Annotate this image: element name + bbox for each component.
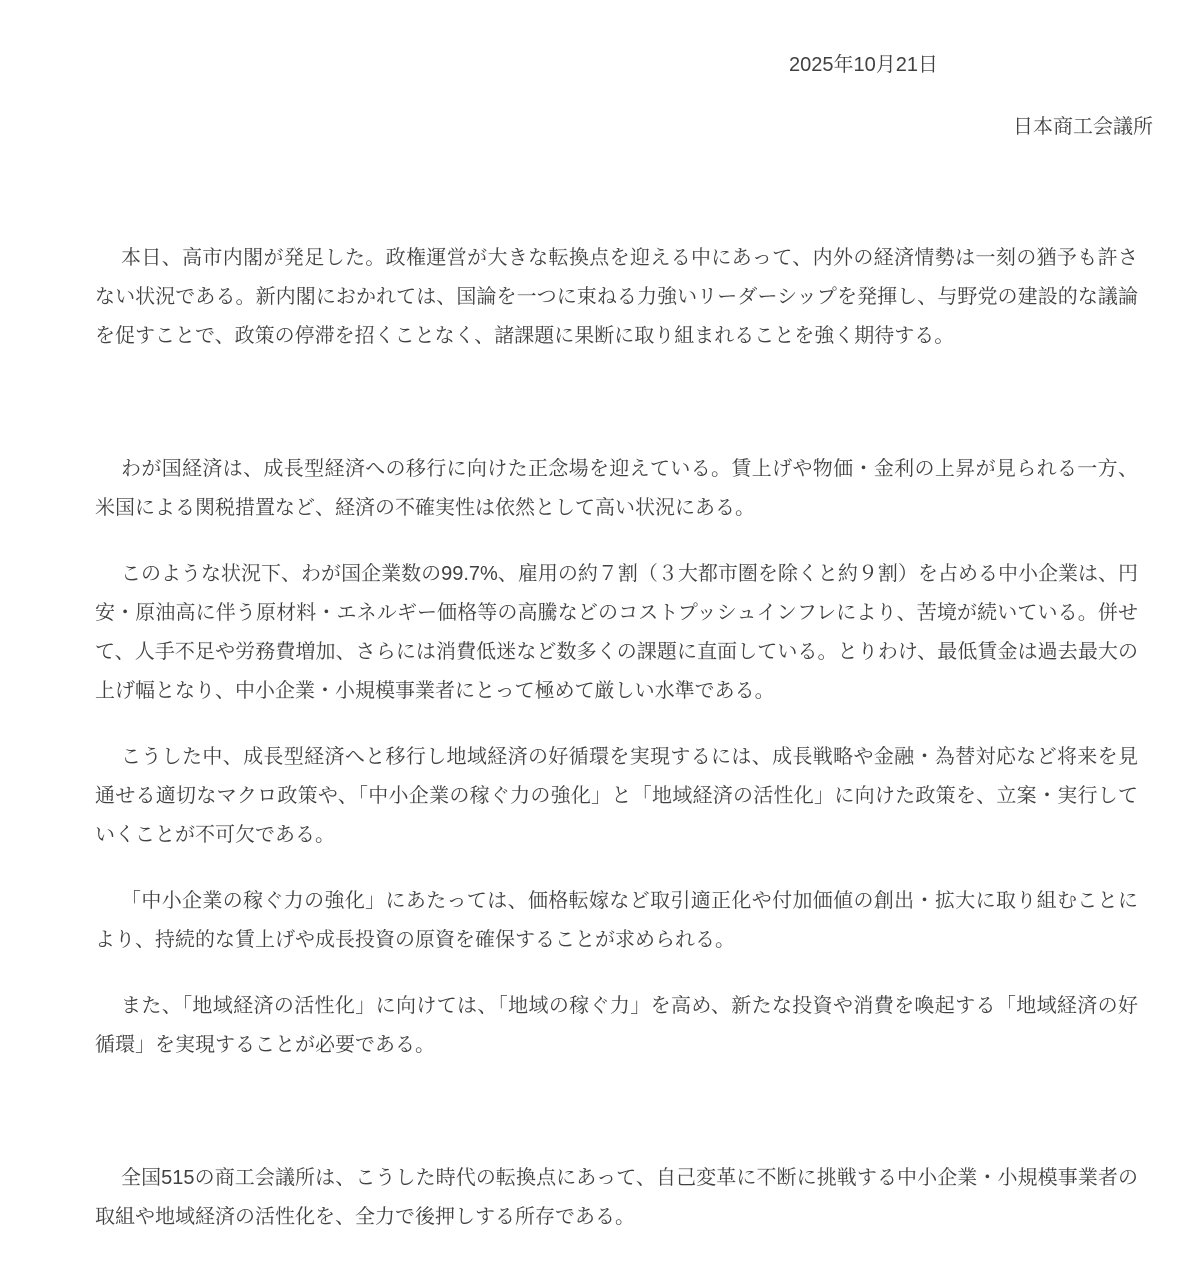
paragraph-closing-statement: 全国515の商工会議所は、こうした時代の転換点にあって、自己変革に不断に挑戦する中小企業・小規模事業者の取組や地域経済の活性化を、全力で後押しする所存である。 bbox=[95, 1167, 1138, 1228]
paragraph-sme-situation: このような状況下、わが国企業数の99.7%、雇用の約７割（３大都市圏を除くと約９割）を占める中小企業は、円安・原油高に伴う原材料・エネルギー価格等の高騰などのコストプッシュインフレにより、苦境が続いている。併せて、人手不足や労務費増加、さらには消費低迷など数多くの課題に直面している。とりわけ、最低賃金は過去最大の上げ幅となり、中小企業・小規模事業者にとって極めて厳しい水準である。 bbox=[95, 563, 1138, 702]
paragraph-earning-power: 「中小企業の稼ぐ力の強化」にあたっては、価格転嫁など取引適正化や付加価値の創出・拡大に取り組むことにより、持続的な賃上げや成長投資の原資を確保することが求められる。 bbox=[95, 890, 1138, 951]
organization-name: 日本商工会議所 bbox=[1013, 116, 1153, 138]
document-date: 2025年10月21日 bbox=[789, 54, 938, 76]
paragraph-policy-need: こうした中、成長型経済へと移行し地域経済の好循環を実現するには、成長戦略や金融・為替対応など将来を見通せる適切なマクロ政策や、「中小企業の稼ぐ力の強化」と「地域経済の活性化」に向けた政策を、立案・実行していくことが不可欠である。 bbox=[95, 746, 1138, 846]
paragraph-regional-economy: また、「地域経済の活性化」に向けては、「地域の稼ぐ力」を高め、新たな投資や消費を喚起する「地域経済の好循環」を実現することが必要である。 bbox=[95, 995, 1138, 1056]
document-body bbox=[0, 147, 1200, 1237]
paragraph-cabinet-launch: 本日、高市内閣が発足した。政権運営が大きな転換点を迎える中にあって、内外の経済情勢は一刻の猶予も許さない状況である。新内閣におかれては、国論を一つに束ねる力強いリーダーシップを発揮し、与野党の建設的な議論を促すことで、政策の停滞を招くことなく、諸課題に果断に取り組まれることを強く期待する。 bbox=[95, 247, 1138, 347]
paragraph-economy-overview: わが国経済は、成長型経済への移行に向けた正念場を迎えている。賃上げや物価・金利の上昇が見られる一方、米国による関税措置など、経済の不確実性は依然として高い状況にある。 bbox=[95, 458, 1138, 519]
